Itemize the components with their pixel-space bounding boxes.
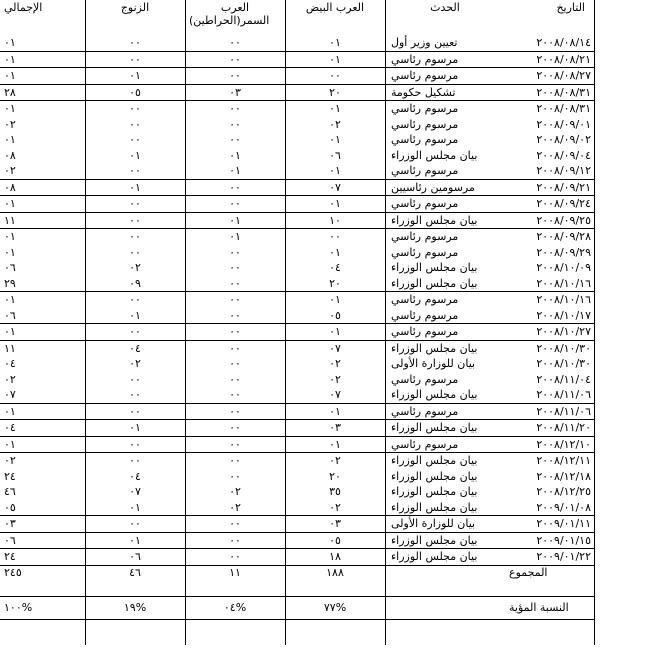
table-row: [0, 229, 595, 245]
cell-total: ٠٧: [4, 388, 16, 402]
cell-blacks: ٠٦: [85, 549, 185, 566]
cell-blacks: ٠٠: [129, 164, 141, 178]
cell-white-arabs: ٠١: [285, 436, 385, 453]
table-row: [0, 276, 595, 292]
cell-date: ٢٠٠٨/١٢/٢٥: [536, 485, 591, 499]
cell-blacks: ٠٩: [129, 276, 141, 290]
table-row: [0, 245, 595, 261]
table-row: [0, 84, 595, 101]
cell-total: ٠٨: [4, 148, 16, 162]
cell-event: مرسوم رئاسي: [385, 196, 505, 213]
cell-white-arabs: ١٠: [285, 212, 385, 229]
cell-white-arabs: ٠١: [285, 403, 385, 420]
cell-total: ١١: [0, 212, 85, 229]
cell-date: ٢٠٠٨/٠٩/٢٩: [536, 245, 591, 259]
cell-event: مرسوم رئاسي: [391, 372, 459, 386]
table-row: [0, 516, 595, 533]
cell-date: ٢٠٠٨/١٠/٢٧: [505, 324, 595, 341]
header-total: الإجمالي: [4, 1, 43, 14]
cell-event: بيان مجلس الوزراء: [385, 212, 505, 229]
table-row: [0, 292, 595, 308]
cell-date: ٢٠٠٨/٠٨/١٤: [536, 36, 591, 50]
cell-white-arabs: ٠٢: [329, 117, 341, 131]
cell-brown-arabs: ٠٠: [185, 179, 285, 196]
cell-white-arabs: ٢٠: [285, 84, 385, 101]
cell-event: بيان مجلس الوزراء: [391, 261, 478, 275]
cell-blacks: ٠٠: [85, 403, 185, 420]
pct-white: %٧٧: [285, 596, 385, 619]
cell-total: ٠٦: [0, 532, 85, 549]
pct-event-empty: [385, 596, 505, 619]
cell-event: مرسوم رئاسي: [385, 51, 505, 68]
cell-date: ٢٠٠٨/١١/٠٤: [536, 372, 591, 386]
cell-blacks: ٠٤: [129, 469, 141, 483]
cell-blacks: ٠٠: [129, 388, 141, 402]
cell-brown-arabs: ٠٠: [229, 469, 241, 483]
cell-brown-arabs: ٠٠: [229, 308, 241, 322]
cell-total: ٠٤: [4, 357, 16, 371]
cell-total: ٠٥: [4, 500, 16, 514]
cell-blacks: ٠١: [129, 148, 141, 162]
cell-white-arabs: ٠٤: [329, 261, 341, 275]
cell-blacks: ٠١: [85, 179, 185, 196]
cell-white-arabs: ٠١: [329, 245, 341, 259]
cell-blacks: ٠٠: [85, 212, 185, 229]
cell-date: ٢٠٠٨/١٢/١١: [505, 453, 595, 469]
table-row: [0, 532, 595, 549]
table-row: [0, 163, 595, 179]
cell-blacks: ٠٠: [85, 516, 185, 533]
cell-date: ٢٠٠٨/١١/٢٠: [505, 420, 595, 437]
cell-brown-arabs: ٠٠: [185, 549, 285, 566]
column-divider-right-edge: [594, 0, 595, 645]
table-row: [0, 212, 595, 229]
cell-date: ٢٠٠٨/٠٩/٠٤: [536, 148, 591, 162]
table-row: [0, 179, 595, 196]
sum-black: ٤٦: [85, 565, 185, 596]
cell-event: مرسوم رئاسي: [385, 292, 505, 308]
cell-brown-arabs: ٠٠: [185, 292, 285, 308]
cell-blacks: ٠٠: [129, 117, 141, 131]
cell-blacks: ٠١: [129, 500, 141, 514]
cell-brown-arabs: ٠٢: [229, 485, 241, 499]
cell-event: بيان مجلس الوزراء: [391, 276, 478, 290]
cell-brown-arabs: ٠١: [229, 148, 241, 162]
cell-event: بيان للوزارة الأولى: [391, 357, 476, 371]
table-row: [0, 403, 595, 420]
cell-brown-arabs: ٠١: [185, 229, 285, 245]
cell-brown-arabs: ٠٠: [185, 420, 285, 437]
cell-blacks: ٠٠: [85, 324, 185, 341]
cell-white-arabs: ٠٢: [285, 453, 385, 469]
pct-black: %١٩: [85, 596, 185, 619]
cell-white-arabs: ٠٢: [329, 357, 341, 371]
cell-white-arabs: ٠٧: [285, 179, 385, 196]
cell-white-arabs: ٠٣: [285, 420, 385, 437]
cell-white-arabs: ٠١: [285, 196, 385, 213]
cell-blacks: ٠٠: [85, 453, 185, 469]
column-divider-brown-white: [285, 0, 286, 645]
cell-white-arabs: ٠١: [285, 292, 385, 308]
cell-event: مرسوم رئاسي: [385, 324, 505, 341]
table-row: [0, 260, 595, 276]
cell-white-arabs: ٠٠: [285, 229, 385, 245]
cell-date: ٢٠٠٨/٠٩/٠١: [536, 117, 591, 131]
sum-white: ١٨٨: [285, 565, 385, 596]
cell-brown-arabs: ٠١: [229, 164, 241, 178]
cell-event: تشكيل حكومة: [385, 84, 505, 101]
cell-date: ٢٠٠٩/٠١/٠٨: [536, 500, 591, 514]
cell-total: ٠٨: [0, 179, 85, 196]
cell-event: بيان مجلس الوزراء: [385, 453, 505, 469]
header-brown-arabs-line2: السمر(الحراطين): [189, 14, 270, 27]
cell-total: ٠١: [0, 196, 85, 213]
cell-blacks: ٠٠: [85, 292, 185, 308]
pct-label: النسبة المؤية: [505, 596, 595, 619]
cell-white-arabs: ٠١: [285, 101, 385, 117]
column-divider-black-brown: [185, 0, 186, 645]
cell-brown-arabs: ٠٠: [185, 453, 285, 469]
table-row: [0, 196, 595, 213]
table-row: [0, 51, 595, 68]
cell-brown-arabs: ٠٠: [229, 372, 241, 386]
cell-brown-arabs: ٠٠: [185, 340, 285, 356]
cell-blacks: ٠٠: [85, 436, 185, 453]
cell-event: مرسوم رئاسي: [385, 68, 505, 85]
cell-white-arabs: ٠٢: [329, 372, 341, 386]
cell-white-arabs: ٠٢: [329, 500, 341, 514]
cell-blacks: ٠٠: [129, 245, 141, 259]
cell-white-arabs: ٢٠: [329, 276, 341, 290]
cell-date: ٢٠٠٨/٠٨/٣١: [505, 101, 595, 117]
cell-white-arabs: ١٨: [285, 549, 385, 566]
cell-white-arabs: ٠٥: [285, 532, 385, 549]
cell-white-arabs: ٠١: [285, 51, 385, 68]
cell-brown-arabs: ٠٣: [185, 84, 285, 101]
table-body: [0, 35, 595, 565]
cell-brown-arabs: ٠٠: [229, 388, 241, 402]
cell-date: ٢٠٠٨/١٠/١٧: [536, 308, 591, 322]
cell-date: ٢٠٠٨/٠٩/٢١: [505, 179, 595, 196]
cell-brown-arabs: ٠٠: [229, 36, 241, 50]
cell-date: ٢٠٠٨/٠٩/١٢: [536, 164, 591, 178]
column-divider-white-event: [385, 0, 386, 645]
cell-total: ٠٢: [0, 453, 85, 469]
cell-event: بيان مجلس الوزراء: [385, 532, 505, 549]
table-row: [0, 101, 595, 117]
cell-brown-arabs: ٠٠: [185, 196, 285, 213]
cell-event: بيان مجلس الوزراء: [385, 340, 505, 356]
cell-white-arabs: ٠٠: [285, 68, 385, 85]
cell-date: ٢٠٠٨/٠٩/٢٤: [505, 196, 595, 213]
cell-total: ٢٩: [4, 276, 16, 290]
cell-total: ٠١: [0, 436, 85, 453]
percentage-row: [0, 596, 595, 619]
cell-white-arabs: ٠٣: [285, 516, 385, 533]
table-row: [0, 372, 595, 388]
cell-total: ٠١: [4, 36, 16, 50]
cell-blacks: ٠٥: [85, 84, 185, 101]
cell-blacks: ٠٤: [85, 340, 185, 356]
table-row: [0, 148, 595, 164]
table-row: [0, 469, 595, 485]
cell-date: ٢٠٠٨/١٠/٣٠: [505, 340, 595, 356]
cell-blacks: ٠٠: [129, 372, 141, 386]
cell-event: تعيين وزير أول: [391, 36, 458, 50]
cell-brown-arabs: ٠٠: [185, 436, 285, 453]
cell-total: ٠٢: [4, 164, 16, 178]
cell-brown-arabs: ٠١: [185, 212, 285, 229]
cell-total: ٠١: [4, 133, 16, 147]
cell-blacks: ٠٧: [129, 485, 141, 499]
cell-date: ٢٠٠٨/١٠/٠٩: [536, 261, 591, 275]
cell-blacks: ٠٢: [129, 261, 141, 275]
cell-date: ٢٠٠٨/١٠/٣٠: [536, 357, 591, 371]
cell-blacks: ٠٠: [129, 36, 141, 50]
cell-event: مرسوم رئاسي: [391, 308, 459, 322]
cell-total: ٠١: [0, 51, 85, 68]
cell-event: بيان مجلس الوزراء: [391, 500, 478, 514]
sum-row: [0, 565, 595, 596]
table-row: [0, 324, 595, 341]
cell-brown-arabs: ٠٠: [185, 516, 285, 533]
cell-event: مرسوم رئاسي: [391, 133, 459, 147]
cell-date: ٢٠٠٨/٠٨/٣١: [505, 84, 595, 101]
cell-white-arabs: ٠٥: [329, 308, 341, 322]
sum-brown: ١١: [185, 565, 285, 596]
sum-total: ٢٤٥: [0, 565, 85, 596]
cell-blacks: ٠٠: [85, 229, 185, 245]
header-date: التاريخ: [556, 1, 585, 14]
cell-total: ٠٣: [0, 516, 85, 533]
cell-event: بيان مجلس الوزراء: [385, 549, 505, 566]
cell-date: ٢٠٠٩/٠١/٢٢: [505, 549, 595, 566]
cell-blacks: ٠٢: [129, 357, 141, 371]
pct-total: %١٠٠: [0, 596, 85, 619]
cell-total: ١١: [0, 340, 85, 356]
cell-brown-arabs: ٠٠: [185, 403, 285, 420]
cell-date: ٢٠٠٨/٠٨/٢٧: [505, 68, 595, 85]
table-row: [0, 308, 595, 324]
header-row: [0, 0, 595, 35]
table-row: [0, 420, 595, 437]
cell-white-arabs: ٠١: [329, 164, 341, 178]
table-row: [0, 132, 595, 148]
cell-date: ٢٠٠٨/٠٩/٠٢: [536, 133, 591, 147]
cell-date: ٢٠٠٨/١١/٠٦: [505, 403, 595, 420]
cell-blacks: ٠١: [85, 68, 185, 85]
cell-total: ٤٦: [4, 485, 16, 499]
cell-date: ٢٠٠٨/٠٩/٢٨: [505, 229, 595, 245]
header-blacks: الزنوج: [120, 1, 150, 14]
column-divider-total-black: [85, 0, 86, 645]
cell-blacks: ٠٠: [129, 133, 141, 147]
cell-brown-arabs: ٠٠: [229, 276, 241, 290]
cell-total: ٢٤: [4, 469, 16, 483]
header-event: الحدث: [430, 1, 460, 14]
cell-event: مرسوم رئاسي: [385, 403, 505, 420]
cell-white-arabs: ٠٧: [329, 388, 341, 402]
header-white-arabs: العرب البيض: [305, 1, 365, 14]
cell-total: ٠١: [0, 403, 85, 420]
cell-white-arabs: ٠١: [329, 133, 341, 147]
cell-date: ٢٠٠٨/١٢/١٨: [536, 469, 591, 483]
header-brown-arabs-line1: العرب: [220, 1, 250, 14]
cell-total: ٠٦: [4, 308, 16, 322]
cell-white-arabs: ٠٧: [285, 340, 385, 356]
cell-brown-arabs: ٠٠: [185, 51, 285, 68]
cell-total: ٢٤: [0, 549, 85, 566]
table-row: [0, 387, 595, 403]
cell-blacks: ٠٠: [85, 196, 185, 213]
cell-total: ٠١: [4, 245, 16, 259]
cell-blacks: ٠٠: [85, 51, 185, 68]
table-row: [0, 35, 595, 51]
table-row: [0, 484, 595, 500]
cell-event: مرسومين رئاسيين: [385, 179, 505, 196]
cell-brown-arabs: ٠٠: [229, 261, 241, 275]
cell-blacks: ٠١: [129, 308, 141, 322]
cell-date: ٢٠٠٨/١٢/١٠: [505, 436, 595, 453]
cell-brown-arabs: ٠٠: [185, 68, 285, 85]
table-row: [0, 356, 595, 372]
cell-event: مرسوم رئاسي: [385, 229, 505, 245]
cell-white-arabs: ٠٦: [329, 148, 341, 162]
cell-brown-arabs: ٠٠: [185, 324, 285, 341]
cell-date: ٢٠٠٨/١٠/١٦: [505, 292, 595, 308]
sum-label: المجموع: [505, 565, 595, 596]
cell-event: بيان مجلس الوزراء: [385, 420, 505, 437]
table-row: [0, 68, 595, 85]
cell-brown-arabs: ٠٠: [229, 245, 241, 259]
table-row: [0, 500, 595, 516]
header-brown-arabs: [185, 0, 285, 35]
cell-total: ٠١: [0, 324, 85, 341]
table-row: [0, 340, 595, 356]
cell-blacks: ٠٠: [85, 101, 185, 117]
cell-total: ٠٦: [4, 261, 16, 275]
cell-brown-arabs: ٠٠: [185, 101, 285, 117]
cell-event: مرسوم رئاسي: [391, 117, 459, 131]
cell-total: ٠١: [0, 292, 85, 308]
cell-total: ٢٨: [0, 84, 85, 101]
cell-brown-arabs: ٠٢: [229, 500, 241, 514]
cell-brown-arabs: ٠٠: [229, 357, 241, 371]
cell-brown-arabs: ٠٠: [229, 117, 241, 131]
cell-event: بيان مجلس الوزراء: [391, 469, 478, 483]
cell-date: ٢٠٠٩/٠١/١٥: [505, 532, 595, 549]
cell-total: ٠٤: [0, 420, 85, 437]
cell-blacks: ٠١: [85, 532, 185, 549]
cell-white-arabs: ٠١: [329, 36, 341, 50]
cell-brown-arabs: ٠٠: [229, 133, 241, 147]
cell-event: مرسوم رئاسي: [391, 245, 459, 259]
cell-total: ٠١: [0, 68, 85, 85]
cell-brown-arabs: ٠٠: [185, 532, 285, 549]
table-row: [0, 549, 595, 566]
cell-total: ٠١: [0, 101, 85, 117]
table-row: [0, 117, 595, 133]
cell-total: ٠٢: [4, 117, 16, 131]
cell-date: ٢٠٠٨/٠٩/٢٥: [505, 212, 595, 229]
cell-event: بيان مجلس الوزراء: [391, 485, 478, 499]
cell-event: مرسوم رئاسي: [385, 436, 505, 453]
cell-total: ٠٢: [4, 372, 16, 386]
cell-event: بيان مجلس الوزراء: [391, 388, 478, 402]
cell-date: ٢٠٠٨/٠٨/٢١: [505, 51, 595, 68]
cell-blacks: ٠١: [85, 420, 185, 437]
table-row: [0, 436, 595, 453]
cell-total: ٠١: [0, 229, 85, 245]
cell-white-arabs: ٠١: [285, 324, 385, 341]
table-row: [0, 453, 595, 469]
pct-brown: %٠٤: [185, 596, 285, 619]
cell-date: ٢٠٠٩/٠١/١١: [505, 516, 595, 533]
cell-event: بيان للوزارة الأولى: [385, 516, 505, 533]
cell-date: ٢٠٠٨/١١/٠٦: [536, 388, 591, 402]
cell-white-arabs: ٢٠: [329, 469, 341, 483]
cell-event: مرسوم رئاسي: [385, 101, 505, 117]
sum-event-empty: [385, 565, 505, 596]
cell-event: بيان مجلس الوزراء: [391, 148, 478, 162]
cell-date: ٢٠٠٨/١٠/١٦: [536, 276, 591, 290]
cell-white-arabs: ٣٥: [329, 485, 341, 499]
cell-event: مرسوم رئاسي: [391, 164, 459, 178]
